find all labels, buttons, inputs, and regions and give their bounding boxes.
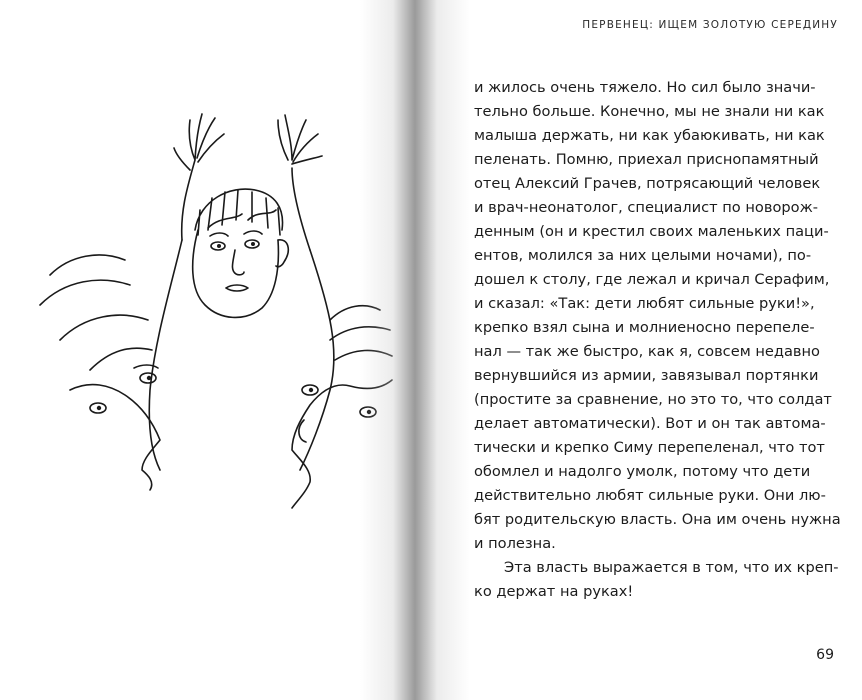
left-adult-brow: [134, 365, 158, 368]
left-page: [0, 0, 416, 700]
right-hand: [278, 115, 322, 250]
text-line: и жилось очень тяжело. Но сил было значи-: [474, 79, 816, 96]
text-line: нал — так же быстро, как я, совсем недавно: [474, 343, 820, 360]
text-line: и сказал: «Так: дети любят сильные руки!»,: [474, 295, 815, 312]
running-head: ПЕРВЕНЕЦ: ИЩЕМ ЗОЛОТУЮ СЕРЕДИНУ: [582, 19, 838, 31]
text-line: денным (он и крестил своих маленьких паци-: [474, 223, 829, 240]
text-line: тельно больше. Конечно, мы не знали ни как: [474, 103, 825, 120]
text-line: малыша держать, ни как убаюкивать, ни как: [474, 127, 825, 144]
text-line: и врач-неонатолог, специалист по новорож-: [474, 199, 818, 216]
text-line: обомлел и надолго умолк, потому что дети: [474, 463, 811, 480]
left-adult-profile: [70, 385, 160, 490]
text-line: ко держат на руках!: [474, 583, 634, 600]
text-line: крепко взял сына и молниеносно перепеле-: [474, 319, 815, 336]
text-line: действительно любят сильные руки. Они лю-: [474, 487, 826, 504]
child-hair: [195, 189, 283, 235]
paragraph-2: [474, 556, 840, 604]
child-brows: [210, 231, 262, 236]
paragraph-1: [474, 76, 840, 556]
child-mouth: [226, 285, 248, 291]
child-raising-hands-drawing: [30, 90, 410, 530]
right-arm: [300, 250, 334, 470]
text-line: ентов, молился за них целыми ночами), по-: [474, 247, 812, 264]
text-line: Эта власть выражается в том, что их креп-: [504, 559, 839, 576]
text-line: и полезна.: [474, 535, 556, 552]
text-line: тически и крепко Симу перепеленал, что тот: [474, 439, 825, 456]
text-line: дошел к столу, где лежал и кричал Серафим,: [474, 271, 830, 288]
left-arm: [149, 240, 182, 470]
text-line: (простите за сравнение, но это то, что солдат: [474, 391, 832, 408]
child-nose: [232, 250, 244, 275]
body-text: [474, 76, 840, 604]
text-line: пеленать. Помню, приехал приснопамятный: [474, 151, 819, 168]
text-line: отец Алексий Грачев, потрясающий человек: [474, 175, 821, 192]
text-line: бят родительскую власть. Она им очень нужна: [474, 511, 841, 528]
text-line: делает автоматически). Вот и он так автома-: [474, 415, 826, 432]
text-line: вернувшийся из армии, завязывал портянки: [474, 367, 819, 384]
right-adult-profile: [292, 380, 392, 508]
right-adult-hair: [330, 306, 392, 360]
page-number: 69: [816, 647, 834, 663]
left-adult-hair: [40, 255, 152, 370]
